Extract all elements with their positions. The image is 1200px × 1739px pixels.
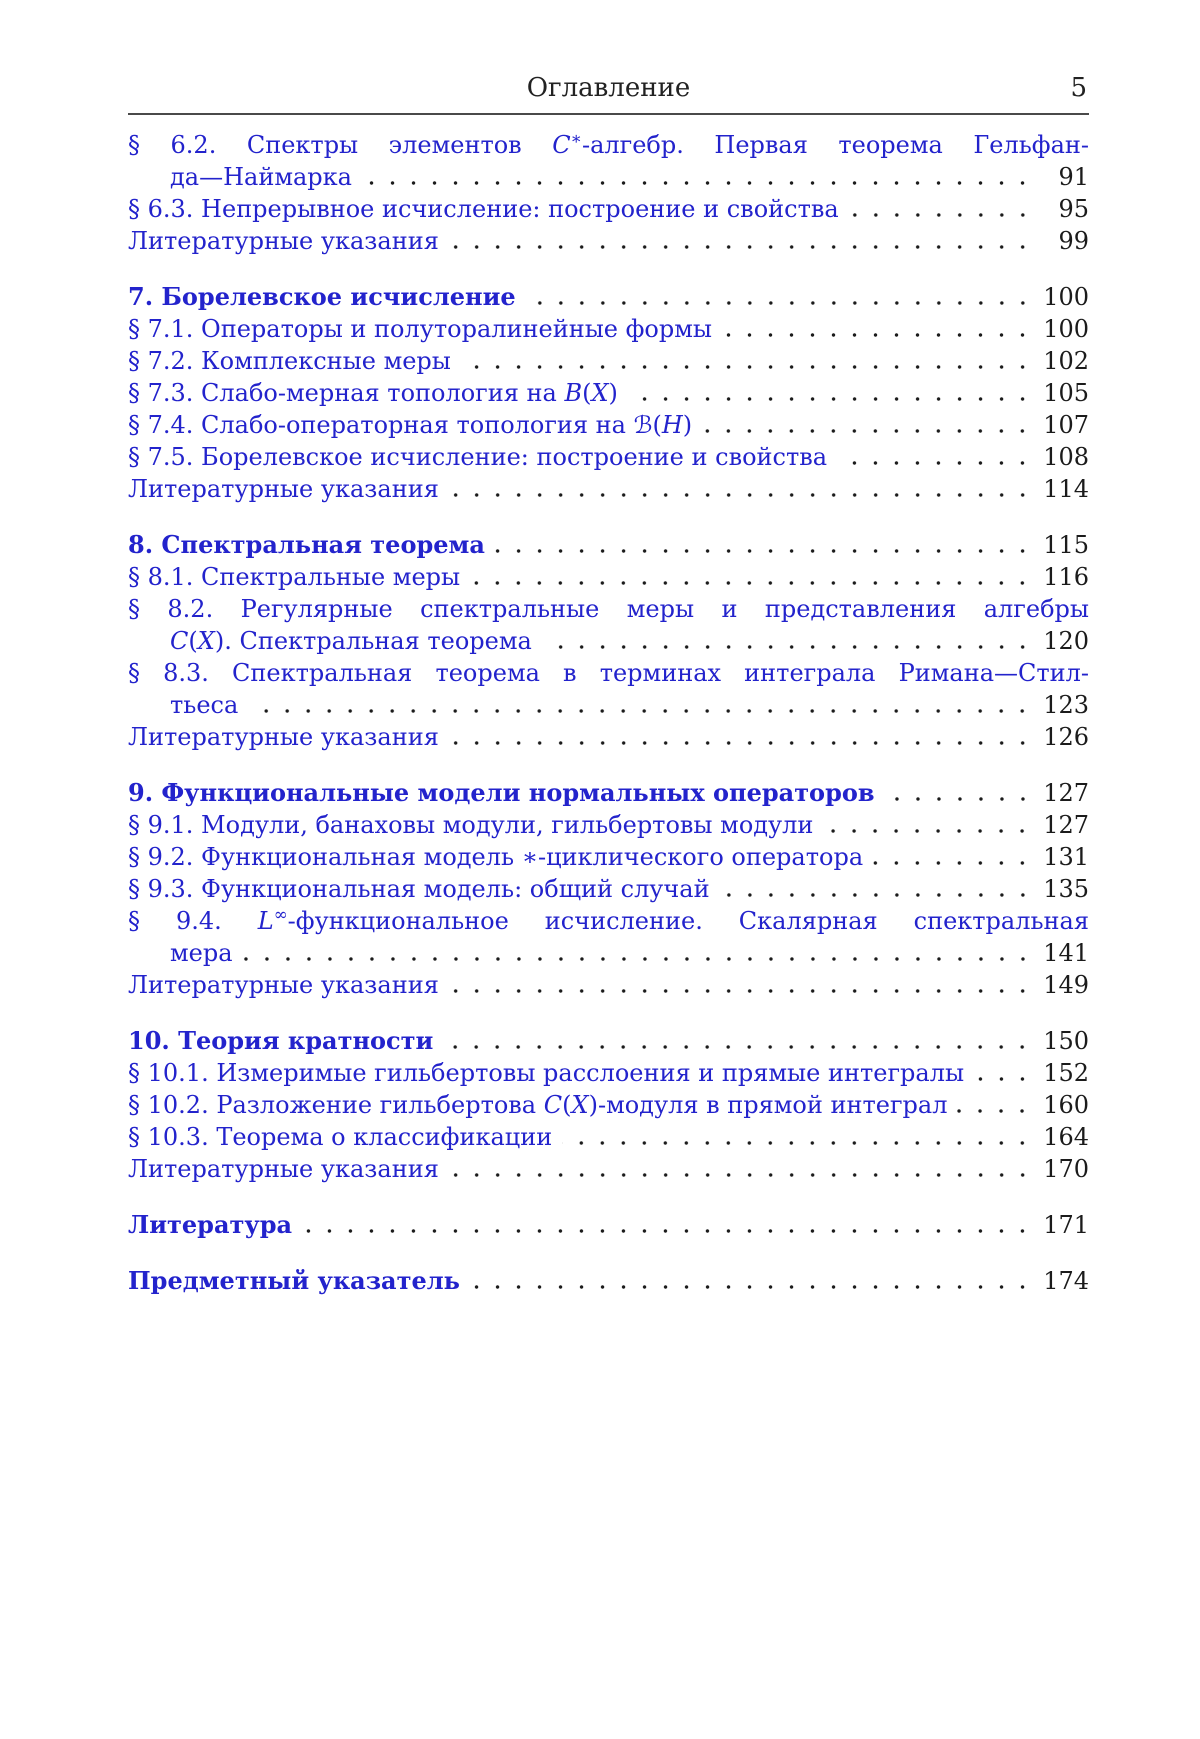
toc-entry-row — [128, 1153, 1089, 1185]
toc-entry[interactable] — [128, 721, 1089, 753]
toc-entry-text: § 7.2. Комплексные меры — [128, 347, 451, 375]
toc-entry[interactable] — [128, 561, 1089, 593]
toc-entry-row — [128, 161, 1089, 193]
dot-leader — [495, 549, 1033, 553]
toc-entry[interactable] — [128, 657, 1089, 721]
dot-leader — [849, 213, 1033, 217]
page-number: 91 — [1058, 163, 1089, 191]
toc-entry[interactable] — [128, 1121, 1089, 1153]
dot-leader — [837, 461, 1033, 465]
header-rule — [128, 113, 1089, 115]
toc-entry[interactable] — [128, 193, 1089, 225]
toc-entry-text: § 9.3. Функциональная модель: общий случай — [128, 875, 710, 903]
toc-group — [128, 1265, 1089, 1297]
toc-entry-text: Литературные указания — [128, 971, 439, 999]
dot-leader — [562, 1141, 1033, 1145]
toc-entry-text: § 10.2. Разложение гильбертова C(X)-модуля в прямой интеграл — [128, 1091, 948, 1119]
page-number: 127 — [1043, 779, 1089, 807]
toc-entry[interactable] — [128, 281, 1089, 313]
dot-leader — [823, 829, 1033, 833]
toc-entry[interactable] — [128, 441, 1089, 473]
page-number: 100 — [1043, 283, 1089, 311]
toc-entry-text: § 10.1. Измеримые гильбертовы расслоения и прямые интегралы — [128, 1059, 965, 1087]
math-symbol: C — [552, 131, 571, 159]
toc-list — [128, 129, 1089, 1297]
toc-entry[interactable] — [128, 841, 1089, 873]
dot-leader — [722, 333, 1033, 337]
toc-entry-row — [128, 193, 1089, 225]
toc-entry-row — [128, 473, 1089, 505]
toc-group — [128, 281, 1089, 505]
toc-entry-text: § 7.5. Борелевское исчисление: построение и свойства — [128, 443, 828, 471]
toc-entry-row — [128, 281, 1089, 313]
toc-entry-text: 10. Теория кратности — [128, 1026, 434, 1055]
superscript-text: ∞ — [273, 904, 288, 924]
toc-entry-row — [128, 529, 1089, 561]
toc-entry-row — [128, 345, 1089, 377]
superscript-text: ∗ — [570, 128, 582, 148]
toc-entry-text: Предметный указатель — [128, 1266, 460, 1295]
math-symbol: X — [591, 379, 609, 407]
toc-entry-row — [128, 1057, 1089, 1089]
toc-entry-text: C(X). Спектральная теорема — [170, 627, 532, 655]
toc-entry-text: § 7.3. Слабо-мерная топология на B(X) — [128, 379, 618, 407]
page-number: 105 — [1043, 379, 1089, 407]
dot-leader — [628, 397, 1033, 401]
toc-entry[interactable] — [128, 1089, 1089, 1121]
toc-entry[interactable] — [128, 593, 1089, 657]
toc-entry-text: Литературные указания — [128, 1155, 439, 1183]
toc-entry-text: § 8.2. Регулярные спектральные меры и представления алгебры — [128, 595, 1089, 623]
toc-entry-text: Литературные указания — [128, 475, 439, 503]
page-number: 116 — [1043, 563, 1089, 591]
page-number: 149 — [1043, 971, 1089, 999]
page-number: 135 — [1043, 875, 1089, 903]
toc-entry-row — [128, 313, 1089, 345]
toc-entry[interactable] — [128, 129, 1089, 193]
page-number: 102 — [1043, 347, 1089, 375]
page-number: 127 — [1043, 811, 1089, 839]
dot-leader — [248, 709, 1033, 713]
dot-leader — [449, 989, 1033, 993]
toc-entry-row — [128, 441, 1089, 473]
toc-entry-text: Литературные указания — [128, 723, 439, 751]
toc-entry-text: § 10.3. Теорема о классификации — [128, 1123, 553, 1151]
toc-entry[interactable] — [128, 873, 1089, 905]
dot-leader — [449, 245, 1033, 249]
dot-leader — [243, 957, 1033, 961]
dot-leader — [974, 1077, 1033, 1081]
toc-entry-text: Литература — [128, 1210, 293, 1239]
toc-entry-text: Литературные указания — [128, 227, 439, 255]
toc-entry[interactable] — [128, 345, 1089, 377]
toc-entry[interactable] — [128, 1057, 1089, 1089]
math-symbol: X — [571, 1091, 589, 1119]
toc-entry[interactable] — [128, 777, 1089, 809]
toc-entry-row — [128, 969, 1089, 1001]
toc-entry-row — [128, 1209, 1089, 1241]
toc-entry-text: § 7.1. Операторы и полуторалинейные формы — [128, 315, 712, 343]
dot-leader — [470, 581, 1033, 585]
dot-leader — [702, 429, 1033, 433]
toc-entry-text: § 6.3. Непрерывное исчисление: построение и свойства — [128, 195, 839, 223]
math-symbol: B — [564, 379, 583, 407]
page-number: 99 — [1058, 227, 1089, 255]
toc-entry-text: § 7.4. Слабо-операторная топология на ℬ(H) — [128, 411, 693, 439]
dot-leader — [470, 1285, 1033, 1289]
dot-leader — [957, 1109, 1033, 1113]
page-number: 114 — [1043, 475, 1089, 503]
toc-entry-text: мера — [170, 939, 233, 967]
page-number: 152 — [1043, 1059, 1089, 1087]
toc-entry[interactable] — [128, 1025, 1089, 1057]
toc-entry[interactable] — [128, 409, 1089, 441]
toc-entry[interactable] — [128, 969, 1089, 1001]
toc-entry-text: тьеса — [170, 691, 239, 719]
toc-entry[interactable] — [128, 905, 1089, 969]
toc-group — [128, 529, 1089, 753]
toc-entry[interactable] — [128, 1209, 1089, 1241]
math-symbol: L — [257, 907, 274, 935]
page-number: 164 — [1043, 1123, 1089, 1151]
toc-entry[interactable] — [128, 473, 1089, 505]
page-number: 171 — [1043, 1211, 1089, 1239]
toc-entry-text: 9. Функциональные модели нормальных операторов — [128, 778, 875, 807]
page-header — [128, 74, 1089, 102]
page-number: 95 — [1058, 195, 1089, 223]
math-symbol: C — [170, 627, 189, 655]
page-number: 107 — [1043, 411, 1089, 439]
page-number: 150 — [1043, 1027, 1089, 1055]
toc-entry-text: 8. Спектральная теорема — [128, 530, 485, 559]
toc-entry[interactable] — [128, 313, 1089, 345]
toc-entry-row — [128, 625, 1089, 657]
dot-leader — [443, 1045, 1033, 1049]
dot-leader — [449, 741, 1033, 745]
header-page-number: 5 — [1070, 73, 1087, 103]
dot-leader — [885, 797, 1033, 801]
page-title: Оглавление — [526, 73, 691, 103]
toc-entry-row — [128, 1089, 1089, 1121]
dot-leader — [542, 645, 1033, 649]
toc-entry[interactable] — [128, 377, 1089, 409]
toc-entry-text: § 8.3. Спектральная теорема в терминах интеграла Римана—Стил- — [128, 659, 1089, 687]
math-symbol: X — [197, 627, 215, 655]
page-number: 100 — [1043, 315, 1089, 343]
toc-entry-row — [128, 809, 1089, 841]
page-number: 160 — [1043, 1091, 1089, 1119]
toc-entry[interactable] — [128, 1265, 1089, 1297]
toc-entry-row — [128, 1121, 1089, 1153]
toc-entry-text: § 9.4. L∞-функциональное исчисление. Скалярная спектральная — [128, 904, 1089, 935]
page-number: 131 — [1043, 843, 1089, 871]
toc-entry-text: § 9.1. Модули, банаховы модули, гильбертовы модули — [128, 811, 814, 839]
dot-leader — [461, 365, 1033, 369]
toc-entry[interactable] — [128, 809, 1089, 841]
toc-entry-row — [128, 1265, 1089, 1297]
page-number: 126 — [1043, 723, 1089, 751]
dot-leader — [302, 1229, 1033, 1233]
dot-leader — [873, 861, 1033, 865]
toc-group — [128, 777, 1089, 1001]
toc-group — [128, 129, 1089, 257]
toc-entry-text: 7. Борелевское исчисление — [128, 282, 516, 311]
dot-leader — [526, 301, 1033, 305]
page-number: 170 — [1043, 1155, 1089, 1183]
page-number: 141 — [1043, 939, 1089, 967]
dot-leader — [449, 493, 1033, 497]
toc-entry-text: да—Наймарка — [170, 163, 352, 191]
toc-group — [128, 1209, 1089, 1241]
toc-entry-row — [128, 409, 1089, 441]
toc-entry-row — [128, 841, 1089, 873]
toc-entry-text: § 8.1. Спектральные меры — [128, 563, 461, 591]
toc-entry-row — [128, 937, 1089, 969]
page-number: 123 — [1043, 691, 1089, 719]
toc-entry-text: § 9.2. Функциональная модель ∗-циклического оператора — [128, 843, 864, 871]
dot-leader — [362, 181, 1033, 185]
toc-entry[interactable] — [128, 225, 1089, 257]
toc-entry[interactable] — [128, 529, 1089, 561]
toc-page — [128, 0, 1089, 1297]
page-number: 115 — [1043, 531, 1089, 559]
toc-entry-row — [128, 777, 1089, 809]
page-number: 120 — [1043, 627, 1089, 655]
page-number: 174 — [1043, 1267, 1089, 1295]
toc-entry-row — [128, 689, 1089, 721]
toc-entry-row — [128, 721, 1089, 753]
math-symbol: C — [543, 1091, 563, 1119]
page-number: 108 — [1043, 443, 1089, 471]
toc-entry-text: § 6.2. Спектры элементов C∗-алгебр. Первая теорема Гельфан- — [128, 128, 1089, 159]
toc-entry-row — [128, 377, 1089, 409]
toc-entry-row — [128, 225, 1089, 257]
toc-entry-row — [128, 873, 1089, 905]
toc-group — [128, 1025, 1089, 1185]
toc-entry-row — [128, 561, 1089, 593]
dot-leader — [720, 893, 1033, 897]
toc-entry[interactable] — [128, 1153, 1089, 1185]
toc-entry-row — [128, 1025, 1089, 1057]
dot-leader — [449, 1173, 1033, 1177]
math-symbol: H — [661, 411, 683, 439]
